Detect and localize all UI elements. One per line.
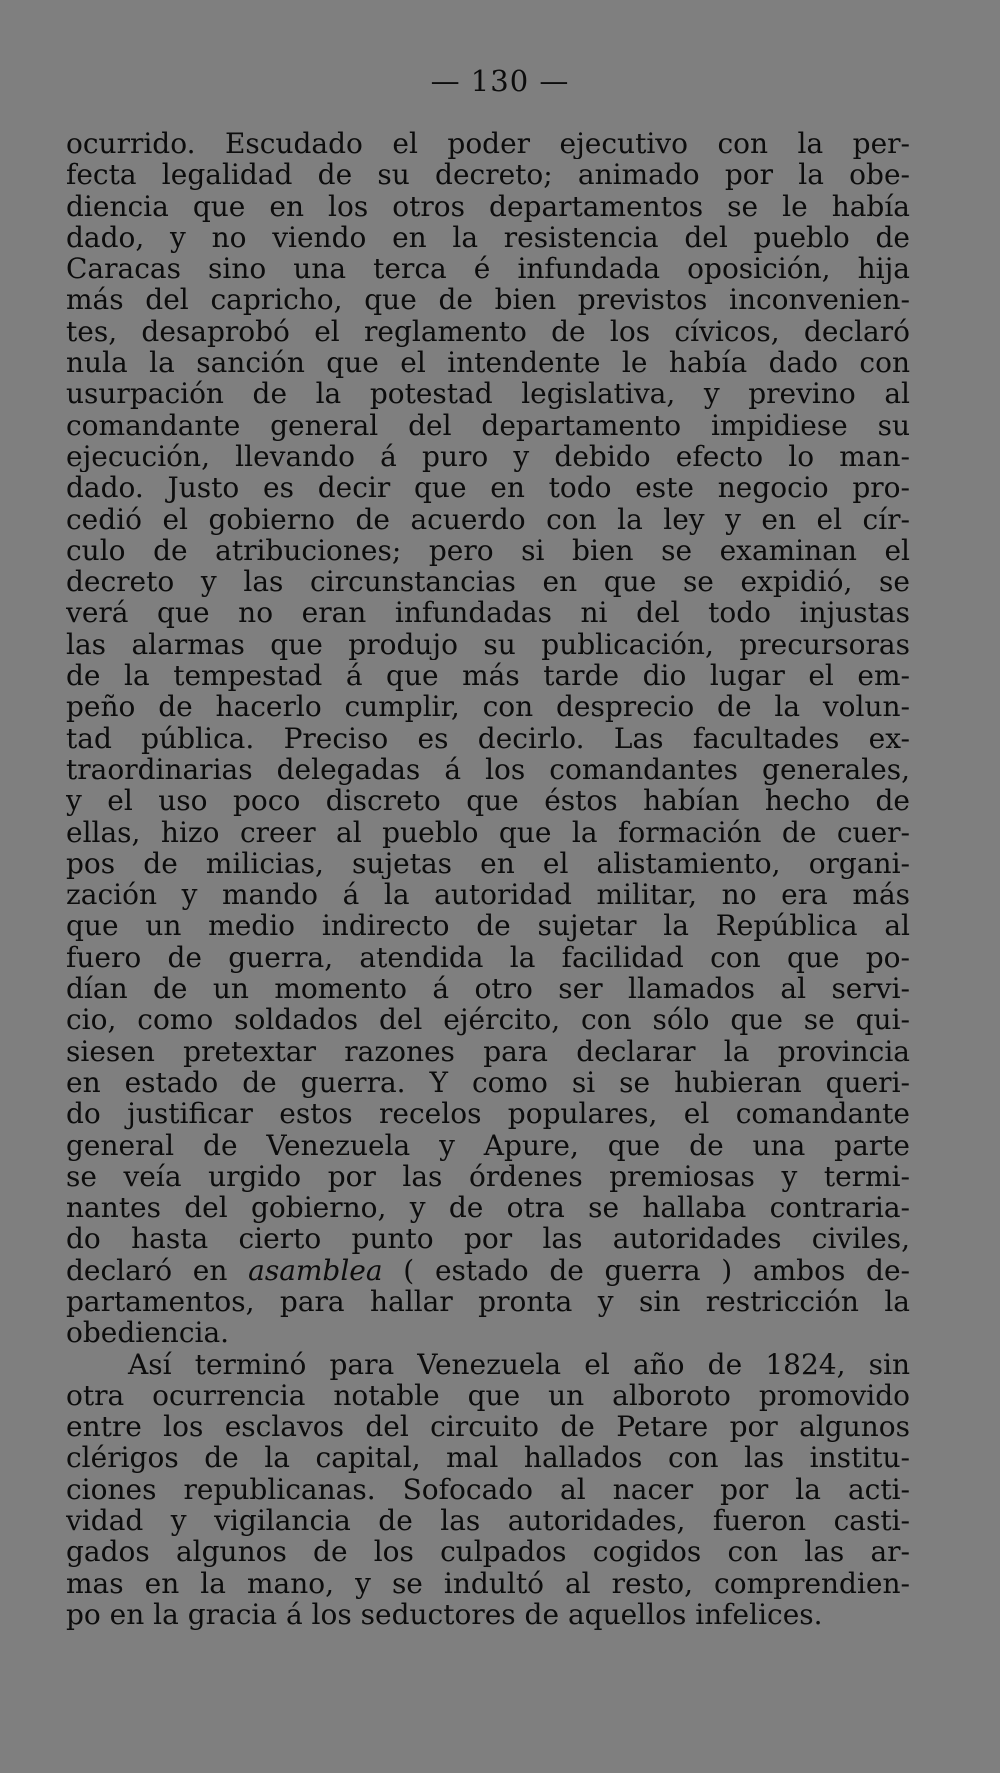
text-line: dado. Justo es decir que en todo este negocio pro-: [66, 472, 910, 504]
text-line: otra ocurrencia notable que un alboroto promovido: [66, 1379, 910, 1412]
text-line: decreto y las circunstancias en que se expidió, se: [66, 566, 910, 598]
text-line: entre los esclavos del circuito de Petare por algunos: [66, 1411, 910, 1443]
text-line: Así terminó para Venezuela el año de 1824, sin: [128, 1348, 910, 1380]
text-line: gados algunos de los culpados cogidos con las ar-: [66, 1536, 910, 1568]
text-line: Caracas sino una terca é infundada oposición, hija: [66, 253, 910, 285]
text-line: nula la sanción que el intendente le había dado con: [66, 347, 910, 379]
text-line: general de Venezuela y Apure, que de una parte: [66, 1129, 910, 1161]
body-text: [66, 128, 910, 1630]
text-line: ejecución, llevando á puro y debido efecto lo man-: [66, 440, 910, 473]
text-span: declaró en: [66, 1254, 249, 1286]
text-line: ocurrido. Escudado el poder ejecutivo con la per-: [66, 128, 910, 160]
text-line: fuero de guerra, atendida la facilidad con que po-: [66, 941, 910, 974]
text-line: cio, como soldados del ejército, con sólo que se qui-: [66, 1004, 910, 1036]
text-span: ( estado de guerra ) ambos de-: [382, 1254, 910, 1286]
text-line: do justificar estos recelos populares, el comandante: [66, 1098, 910, 1130]
text-line: vidad y vigilancia de las autoridades, fueron casti-: [66, 1505, 910, 1537]
text-line: partamentos, para hallar pronta y sin restricción la: [66, 1285, 910, 1318]
paragraph-1: [66, 128, 910, 1349]
text-line: cedió el gobierno de acuerdo con la ley y en el cír-: [66, 503, 910, 535]
text-line: ciones republicanas. Sofocado al nacer por la acti-: [66, 1473, 910, 1506]
text-line: tad pública. Preciso es decirlo. Las facultades ex-: [66, 722, 910, 754]
text-line: que un medio indirecto de sujetar la República al: [66, 910, 910, 942]
text-line: y el uso poco discreto que éstos habían hecho de: [66, 785, 910, 817]
text-line: dían de un momento á otro ser llamados al servi-: [66, 973, 910, 1005]
text-line: peño de hacerlo cumplir, con desprecio de la volun-: [66, 691, 910, 723]
text-line: po en la gracia á los seductores de aquellos infelices.: [66, 1598, 823, 1631]
text-line: mas en la mano, y se indultó al resto, comprendien-: [66, 1567, 910, 1599]
text-line: fecta legalidad de su decreto; animado por la obe-: [66, 159, 910, 191]
text-line: zación y mando á la autoridad militar, no era más: [66, 879, 910, 911]
text-line: usurpación de la potestad legislativa, y previno al: [66, 378, 910, 410]
text-line: traordinarias delegadas á los comandantes generales,: [66, 753, 910, 786]
text-line: se veía urgido por las órdenes premiosas y termi-: [66, 1160, 910, 1193]
paragraph-2: [66, 1349, 910, 1631]
text-line: verá que no eran infundadas ni del todo injustas: [66, 597, 910, 629]
text-line: nantes del gobierno, y de otra se hallaba contraria-: [66, 1192, 910, 1224]
text-line: culo de atribuciones; pero si bien se examinan el: [66, 534, 910, 567]
text-line: más del capricho, que de bien previstos inconvenien-: [66, 284, 910, 316]
text-line: do hasta cierto punto por las autoridades civiles,: [66, 1223, 910, 1255]
text-line: obediencia.: [66, 1317, 230, 1349]
text-line: dado, y no viendo en la resistencia del pueblo de: [66, 221, 910, 254]
text-line: las alarmas que produjo su publicación, precursoras: [66, 628, 910, 661]
text-line: de la tempestad á que más tarde dio lugar el em-: [66, 660, 910, 692]
text-line: en estado de guerra. Y como si se hubieran queri-: [66, 1066, 910, 1099]
text-line: tes, desaprobó el reglamento de los cívicos, declaró: [66, 315, 910, 348]
text-line: clérigos de la capital, mal hallados con las institu-: [66, 1442, 910, 1474]
page-number: — 130 —: [430, 64, 570, 98]
italic-word: asamblea: [248, 1254, 383, 1286]
text-line: diencia que en los otros departamentos se le había: [66, 190, 910, 222]
text-line: ellas, hizo creer al pueblo que la formación de cuer-: [66, 816, 910, 848]
text-line: siesen pretextar razones para declarar la provincia: [66, 1035, 910, 1067]
text-line: pos de milicias, sujetas en el alistamiento, organi-: [66, 847, 910, 880]
text-line: comandante general del departamento impidiese su: [66, 409, 910, 441]
text-line: [66, 1255, 910, 1286]
